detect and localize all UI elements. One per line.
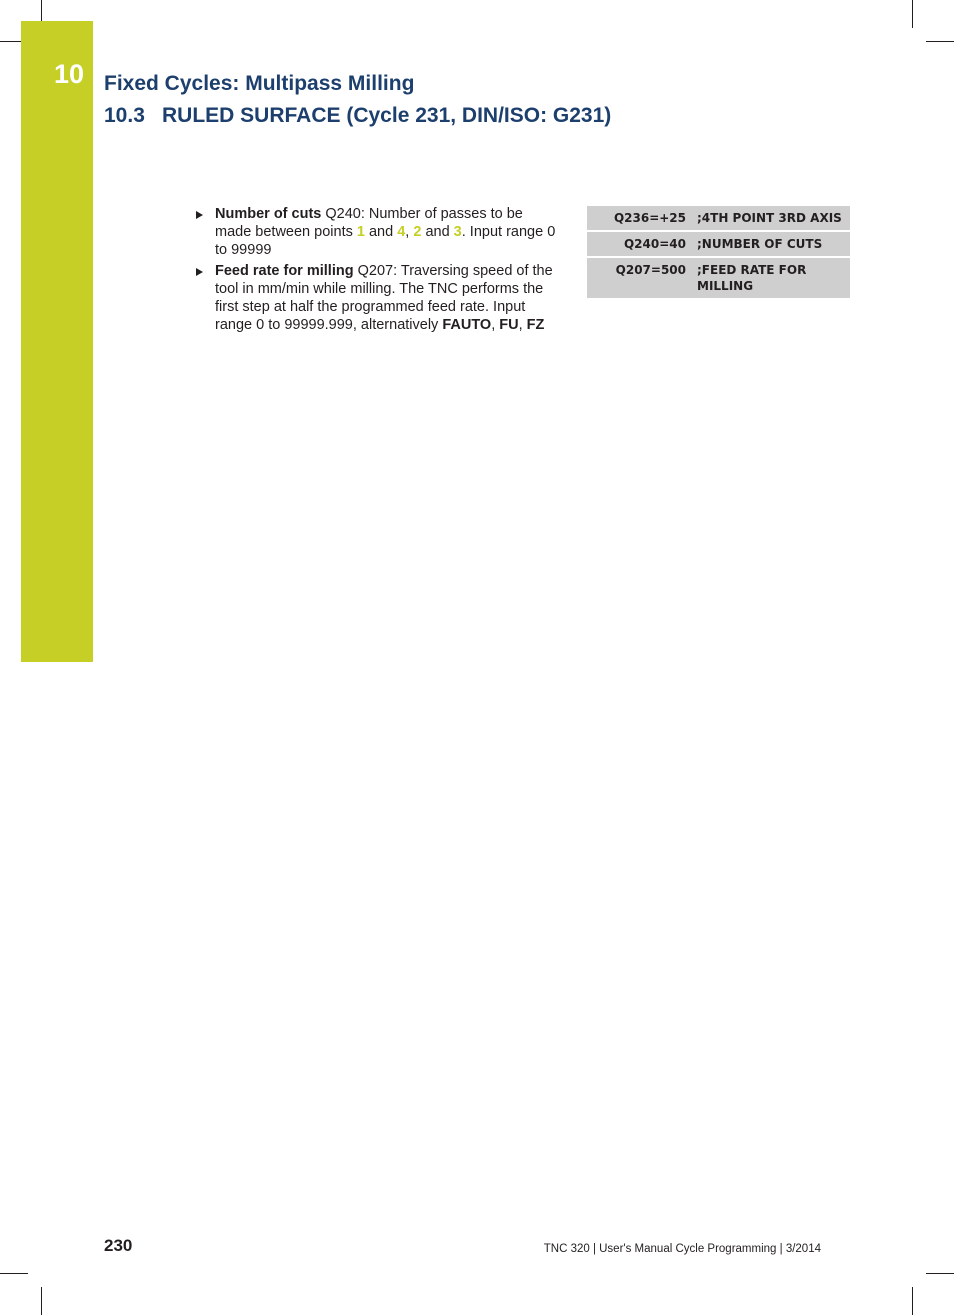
feed-option: FU xyxy=(499,316,519,333)
table-row xyxy=(587,231,850,257)
parameter-list xyxy=(196,206,558,339)
footer-text: TNC 320 | User's Manual Cycle Programming | 3/2014 xyxy=(543,1243,821,1255)
code-param: Q207=500 xyxy=(587,257,697,299)
code-comment: ;NUMBER OF CUTS xyxy=(697,231,850,257)
crop-mark xyxy=(926,41,954,42)
crop-mark xyxy=(0,1273,28,1274)
table-row xyxy=(587,206,850,231)
text-span: , xyxy=(491,316,500,333)
code-param: Q236=+25 xyxy=(587,206,697,231)
text-span: , xyxy=(518,316,527,333)
section-title: RULED SURFACE (Cycle 231, DIN/ISO: G231) xyxy=(162,104,612,127)
feed-option: FAUTO xyxy=(442,316,492,333)
crop-mark xyxy=(912,0,913,28)
text-span: , xyxy=(405,223,414,240)
crop-mark xyxy=(41,1287,42,1315)
bullet-arrow-icon xyxy=(196,268,203,276)
param-name: Feed rate for milling xyxy=(215,263,354,280)
chapter-tab xyxy=(21,21,93,662)
chapter-number: 10 xyxy=(54,59,85,89)
code-comment: ;FEED RATE FOR MILLING xyxy=(697,257,850,299)
point-label: 3 xyxy=(453,223,462,240)
code-comment: ;4TH POINT 3RD AXIS xyxy=(697,206,850,231)
param-description: Q240: Number of passes to be made between points xyxy=(215,206,523,240)
chapter-title: Fixed Cycles: Multipass Milling xyxy=(104,72,415,95)
section-heading xyxy=(104,104,611,128)
feed-option: FZ xyxy=(526,316,545,333)
param-number-of-cuts xyxy=(196,206,558,259)
point-label: 4 xyxy=(397,223,406,240)
text-span: . Input range 0 to 99999 xyxy=(215,223,556,258)
bullet-arrow-icon xyxy=(196,211,203,219)
text-span: and xyxy=(421,223,454,240)
code-param: Q240=40 xyxy=(587,231,697,257)
nc-code-table xyxy=(587,206,850,300)
page-number: 230 xyxy=(104,1236,133,1255)
section-number: 10.3 xyxy=(104,104,145,127)
param-name: Number of cuts xyxy=(215,206,322,222)
param-feed-rate-for-milling xyxy=(196,263,558,334)
point-label: 1 xyxy=(356,223,365,240)
point-label: 2 xyxy=(413,223,422,240)
param-description: Q207: Traversing speed of the tool in mm/min while milling. The TNC performs the first step at half the programmed feed rate. Input range 0 to 99999.999, alternatively xyxy=(215,263,553,333)
text-span: and xyxy=(364,223,398,240)
crop-mark xyxy=(912,1287,913,1315)
crop-mark xyxy=(926,1273,954,1274)
table-row xyxy=(587,257,850,299)
